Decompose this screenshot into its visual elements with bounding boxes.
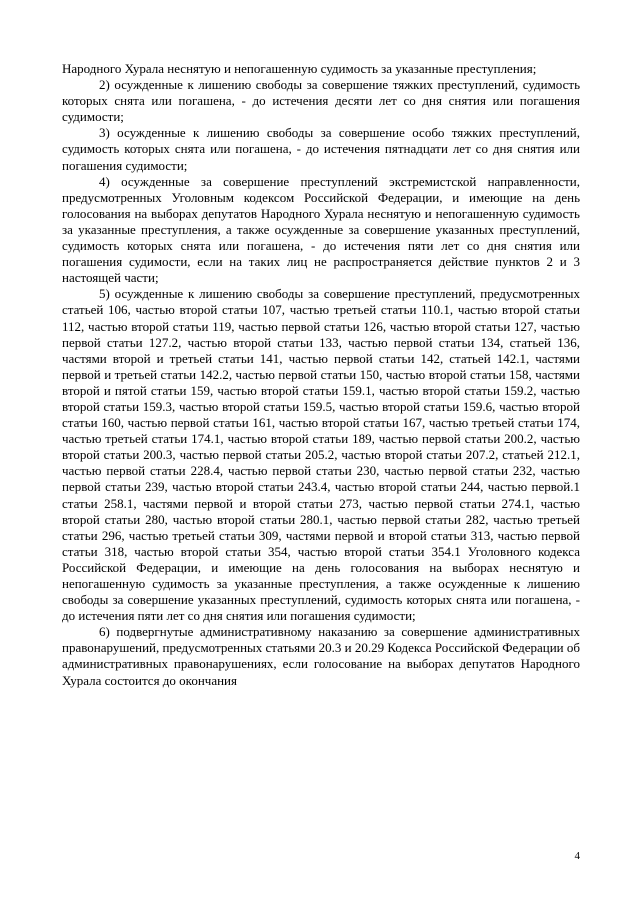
paragraph-item-2: 2) осужденные к лишению свободы за совершение тяжких преступлений, судимость которых снята или погашена, - до истечения десяти лет со дня снятия или погашения судимости;: [62, 77, 580, 125]
paragraph-item-4: 4) осужденные за совершение преступлений экстремистской направленности, предусмотренных Уголовным кодексом Российской Федерации, и имеющие на день голосования на выборах депутатов Народного Хурала неснятую и непогашенную судимость за указанные преступления, а также осужденные за совершение указанных преступлений, судимость которых снята или погашена, - до истечения пяти лет со дня снятия или погашения судимости, если на таких лиц не распространяется действие пунктов 2 и 3 настоящей части;: [62, 173, 580, 286]
paragraph-item-5: 5) осужденные к лишению свободы за совершение преступлений, предусмотренных статьей 106, частью второй статьи 107, частью третьей статьи 110.1, частью второй статьи 112, частью второй статьи 119, частью первой статьи 126, частью второй статьи 127, частью первой статьи 127.2, частью второй статьи 133, частью первой статьи 134, статьей 136, частями второй и третьей статьи 141, частью первой статьи 142, статьей 142.1, частями первой и третьей статьи 142.2, частью первой статьи 150, частью второй статьи 158, частями второй и пятой статьи 159, частью второй статьи 159.1, частью второй статьи 159.2, частью второй статьи 159.3, частью второй статьи 159.5, частью второй статьи 159.6, частью второй статьи 160, частью первой статьи 161, частью второй статьи 167, частью третьей статьи 174, частью третьей статьи 174.1, частью второй статьи 189, частью первой статьи 200.2, частью второй статьи 200.3, частью первой статьи 205.2, частью второй статьи 207.2, статьей 212.1, частью первой статьи 228.4, частью первой статьи 230, частью первой статьи 232, частью первой статьи 239, частью второй статьи 243.4, частью второй статьи 244, частью первой.1 статьи 258.1, частями первой и второй статьи 273, частью первой статьи 274.1, частью второй статьи 280, частью второй статьи 280.1, частью первой статьи 282, частью третьей статьи 296, частью третьей статьи 309, частями первой и второй статьи 313, частью первой статьи 318, частью второй статьи 354, частью второй статьи 354.1 Уголовного кодекса Российской Федерации, и имеющие на день голосования на выборах неснятую и непогашенную судимость за указанные преступления, а также осужденные к лишению свободы за совершение указанных преступлений, судимость которых снята или погашена, - до истечения пяти лет со дня снятия или погашения судимости;: [62, 286, 580, 624]
paragraph-item-3: 3) осужденные к лишению свободы за совершение особо тяжких преступлений, судимость которых снята или погашена, - до истечения пятнадцати лет со дня снятия или погашения судимости;: [62, 125, 580, 173]
document-body: [62, 61, 580, 689]
paragraph-continuation: Народного Хурала неснятую и непогашенную судимость за указанные преступления;: [62, 61, 537, 76]
page-number: 4: [574, 850, 580, 862]
paragraph-item-6: 6) подвергнутые административному наказанию за совершение административных правонарушений, предусмотренных статьями 20.3 и 20.29 Кодекса Российской Федерации об административных правонарушениях, если голосование на выборах депутатов Народного Хурала состоится до окончания: [62, 624, 580, 688]
